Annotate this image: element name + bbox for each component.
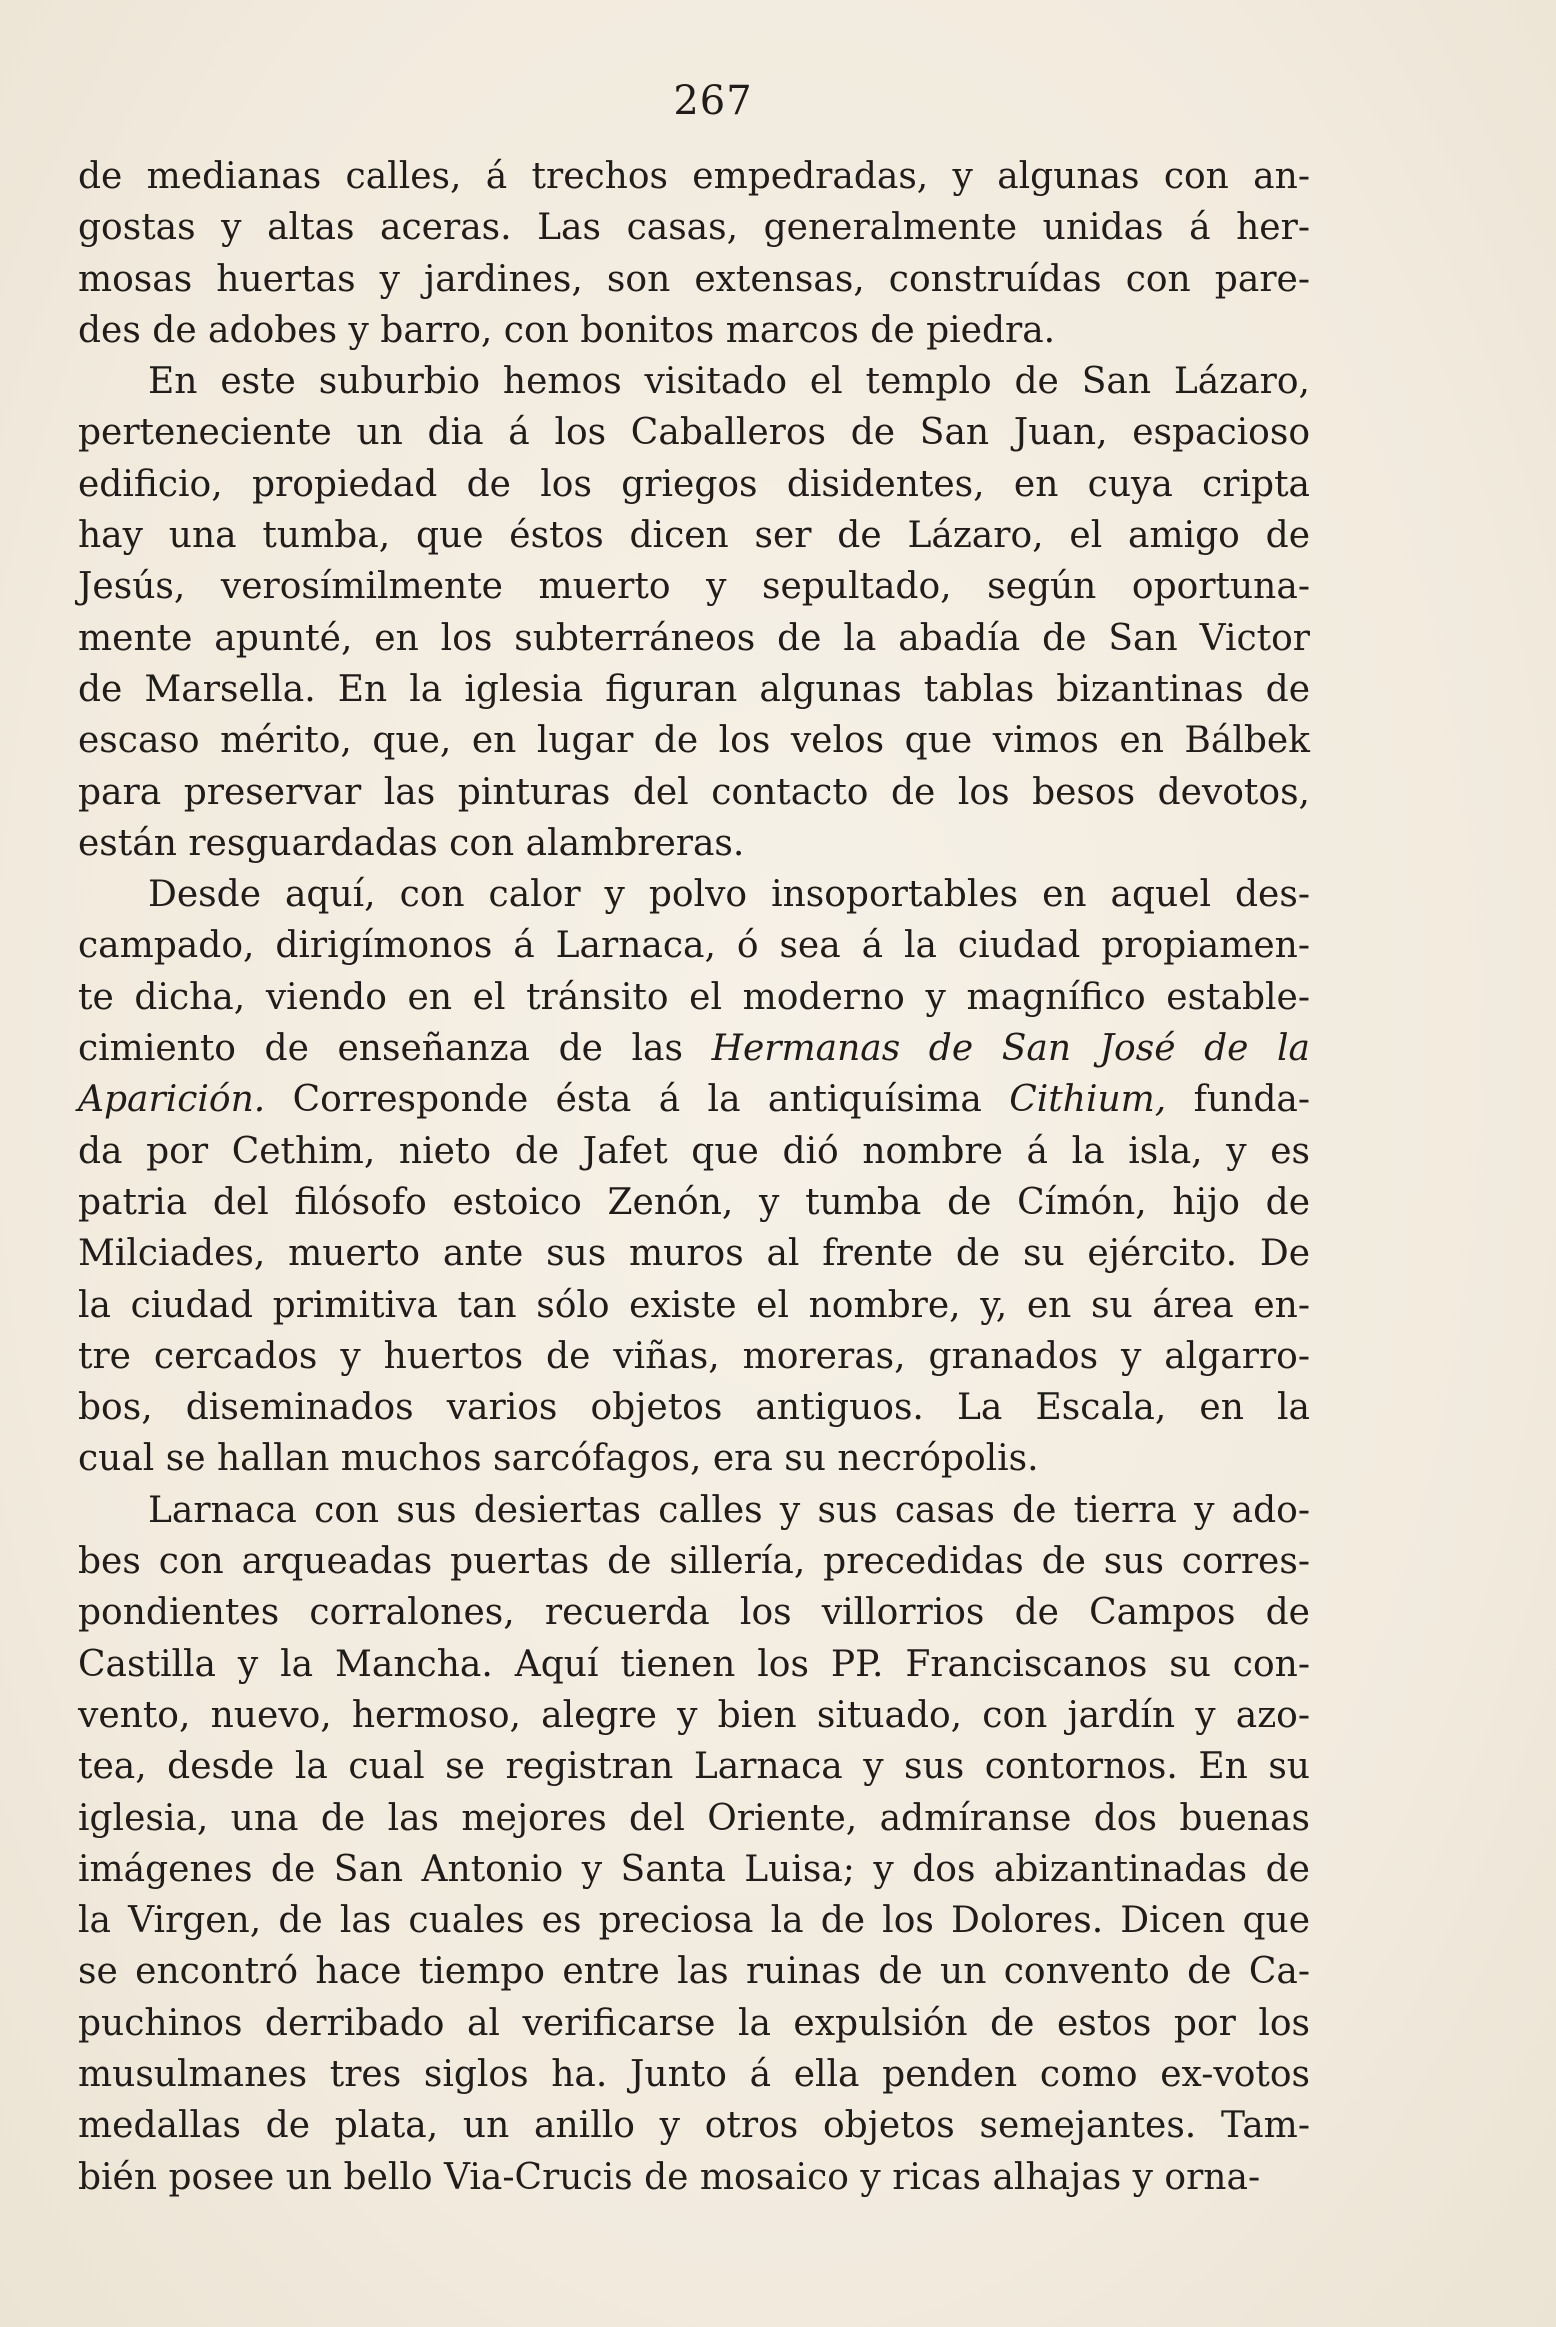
text-line: mente apunté, en los subterráneos de la abadía de San Victor (78, 617, 1310, 659)
italic-text: Aparición. (78, 1079, 266, 1121)
text-line: hay una tumba, que éstos dicen ser de Lázaro, el amigo de (78, 515, 1310, 557)
text-line: En este suburbio hemos visitado el templo de San Lázaro, (148, 361, 1310, 403)
text-line: bos, diseminados varios objetos antiguos. La Escala, en la (78, 1387, 1310, 1429)
text-line: bes con arqueadas puertas de sillería, precedidas de sus corres- (78, 1541, 1310, 1583)
text-line: Larnaca con sus desiertas calles y sus casas de tierra y ado- (148, 1489, 1310, 1531)
paragraph (78, 869, 1310, 1485)
text-line: musulmanes tres siglos ha. Junto á ella penden como ex-votos (78, 2053, 1310, 2095)
text-line: mosas huertas y jardines, son extensas, construídas con pare- (78, 258, 1310, 300)
text-line: Desde aquí, con calor y polvo insoportables en aquel des- (148, 874, 1310, 916)
text-line: de medianas calles, á trechos empedradas, y algunas con an- (78, 156, 1310, 197)
text-line: para preservar las pinturas del contacto de los besos devotos, (78, 771, 1310, 813)
text-line: Castilla y la Mancha. Aquí tienen los PP. Franciscanos su con- (78, 1643, 1310, 1685)
text-line: campado, dirigímonos á Larnaca, ó sea á la ciudad propiamen- (78, 925, 1310, 967)
paragraph (78, 356, 1310, 869)
text-line: se encontró hace tiempo entre las ruinas de un convento de Ca- (78, 1951, 1310, 1993)
text-line: da por Cethim, nieto de Jafet que dió nombre á la isla, y es (78, 1130, 1310, 1172)
text-line: bién posee un bello Via-Crucis de mosaico y ricas alhajas y orna- (78, 2156, 1261, 2198)
text-line: cimiento de enseñanza de las Hermanas de San José de la (78, 1028, 1311, 1070)
paragraph (78, 151, 1310, 356)
text-line: vento, nuevo, hermoso, alegre y bien situado, con jardín y azo- (78, 1694, 1310, 1736)
text-line: están resguardadas con alambreras. (78, 822, 745, 864)
text-line: tea, desde la cual se registran Larnaca y sus contornos. En su (78, 1746, 1310, 1788)
text-line: Aparición. Corresponde ésta á la antiquísima Cithium, funda- (78, 1079, 1310, 1121)
text-line: perteneciente un dia á los Caballeros de San Juan, espacioso (78, 412, 1310, 454)
text-line: la Virgen, de las cuales es preciosa la de los Dolores. Dicen que (78, 1900, 1310, 1942)
text-line: cual se hallan muchos sarcófagos, era su necrópolis. (78, 1438, 1039, 1480)
page-number: 267 (673, 78, 753, 124)
text-line: de Marsella. En la iglesia figuran algunas tablas bizantinas de (78, 668, 1310, 710)
body-text (78, 151, 1310, 2203)
text-line: medallas de plata, un anillo y otros objetos semejantes. Tam- (78, 2105, 1310, 2147)
text-line: puchinos derribado al verificarse la expulsión de estos por los (78, 2002, 1310, 2044)
text-line: pondientes corralones, recuerda los villorrios de Campos de (78, 1592, 1310, 1634)
text-line: gostas y altas aceras. Las casas, generalmente unidas á her- (78, 207, 1310, 249)
text-line: iglesia, una de las mejores del Oriente, admíranse dos buenas (78, 1797, 1310, 1839)
text-line: imágenes de San Antonio y Santa Luisa; y dos abizantinadas de (78, 1848, 1310, 1890)
text-line: Milciades, muerto ante sus muros al frente de su ejército. De (78, 1233, 1310, 1275)
text-line: te dicha, viendo en el tránsito el moderno y magnífico estable- (78, 976, 1310, 1018)
text-line: tre cercados y huertos de viñas, moreras, granados y algarro- (78, 1335, 1310, 1377)
italic-text: Hermanas de San José de la (711, 1028, 1311, 1070)
text-line: la ciudad primitiva tan sólo existe el nombre, y, en su área en- (78, 1284, 1310, 1326)
text-line: des de adobes y barro, con bonitos marcos de piedra. (78, 309, 1056, 351)
text-line: edificio, propiedad de los griegos disidentes, en cuya cripta (78, 463, 1310, 505)
text-line: patria del filósofo estoico Zenón, y tumba de Címón, hijo de (78, 1181, 1310, 1223)
text-line: Jesús, verosímilmente muerto y sepultado, según oportuna- (78, 566, 1310, 608)
text-line: escaso mérito, que, en lugar de los velos que vimos en Bálbek (78, 720, 1310, 762)
italic-text: Cithium, (1009, 1079, 1167, 1121)
paragraph (78, 1485, 1310, 2203)
